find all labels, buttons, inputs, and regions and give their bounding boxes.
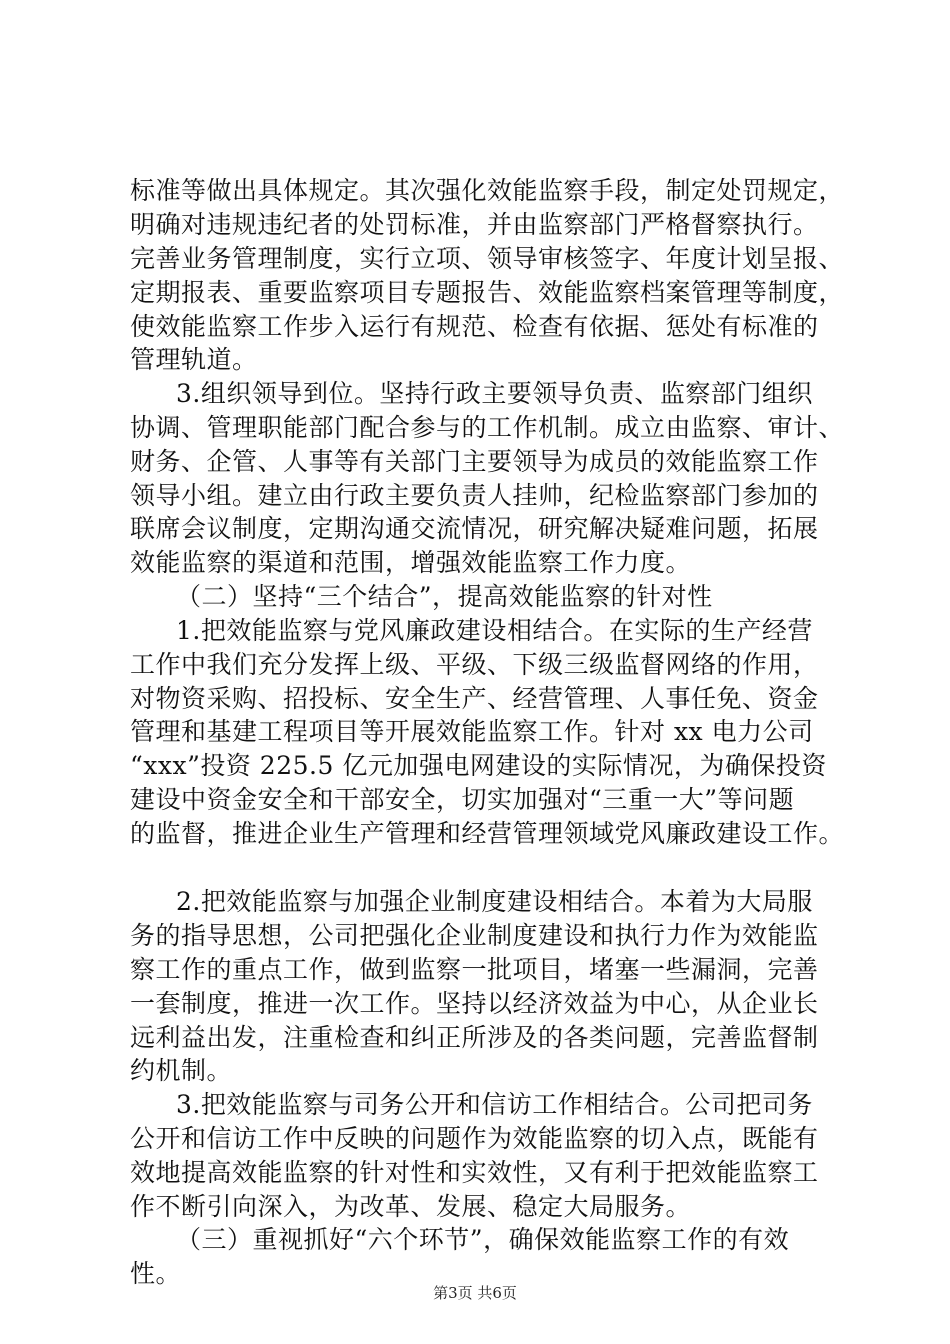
text-line: 联席会议制度，定期沟通交流情况，研究解决疑难问题，拓展: [130, 514, 819, 543]
text-line: 使效能监察工作步入运行有规范、检查有依据、惩处有标准的: [130, 312, 819, 341]
section-heading: （二）坚持“三个结合”，提高效能监察的针对性: [176, 582, 713, 611]
text-line: 一套制度，推进一次工作。坚持以经济效益为中心，从企业长: [130, 989, 819, 1018]
text-line: 3.组织领导到位。坚持行政主要领导负责、监察部门组织: [176, 379, 813, 408]
text-line: 效能监察的渠道和范围，增强效能监察工作力度。: [130, 548, 692, 577]
text-line: 标准等做出具体规定。其次强化效能监察手段，制定处罚规定，: [130, 176, 845, 205]
text-line: 定期报表、重要监察项目专题报告、效能监察档案管理等制度，: [130, 278, 845, 307]
text-line: 工作中我们充分发挥上级、平级、下级三级监督网络的作用，: [130, 650, 819, 679]
text-line: 建设中资金安全和干部安全，切实加强对“三重一大”等问题: [130, 785, 795, 814]
text-line: 远利益出发，注重检查和纠正所涉及的各类问题，完善监督制: [130, 1023, 819, 1052]
text-line: 明确对违规违纪者的处罚标准，并由监察部门严格督察执行。: [130, 210, 819, 239]
text-line: 的监督，推进企业生产管理和经营管理领域党风廉政建设工作。: [130, 819, 845, 848]
text-line: 公开和信访工作中反映的问题作为效能监察的切入点，既能有: [130, 1124, 819, 1153]
text-line: “xxx”投资 225.5 亿元加强电网建设的实际情况，为确保投资: [130, 751, 827, 780]
text-line: 性。: [130, 1259, 182, 1288]
text-line: 管理和基建工程项目等开展效能监察工作。针对 xx 电力公司: [130, 717, 814, 746]
text-line: 2.把效能监察与加强企业制度建设相结合。本着为大局服: [176, 887, 813, 916]
text-line: 察工作的重点工作，做到监察一批项目，堵塞一些漏洞，完善: [130, 955, 819, 984]
section-heading: （三）重视抓好“六个环节”，确保效能监察工作的有效: [176, 1225, 790, 1254]
page-footer: 第3页 共6页: [433, 1284, 517, 1302]
text-line: 完善业务管理制度，实行立项、领导审核签字、年度计划呈报、: [130, 244, 845, 273]
text-line: 作不断引向深入，为改革、发展、稳定大局服务。: [130, 1192, 692, 1221]
text-line: 对物资采购、招投标、安全生产、经营管理、人事任免、资金: [130, 684, 819, 713]
text-line: 领导小组。建立由行政主要负责人挂帅，纪检监察部门参加的: [130, 481, 819, 510]
text-line: 效地提高效能监察的针对性和实效性，又有利于把效能监察工: [130, 1158, 819, 1187]
text-line: 务的指导思想，公司把强化企业制度建设和执行力作为效能监: [130, 921, 819, 950]
text-line: 约机制。: [130, 1056, 233, 1085]
text-line: 管理轨道。: [130, 345, 258, 374]
text-line: 协调、管理职能部门配合参与的工作机制。成立由监察、审计、: [130, 413, 845, 442]
text-line: 财务、企管、人事等有关部门主要领导为成员的效能监察工作: [130, 447, 819, 476]
text-line: 3.把效能监察与司务公开和信访工作相结合。公司把司务: [176, 1090, 813, 1119]
text-line: 1.把效能监察与党风廉政建设相结合。在实际的生产经营: [176, 616, 813, 645]
